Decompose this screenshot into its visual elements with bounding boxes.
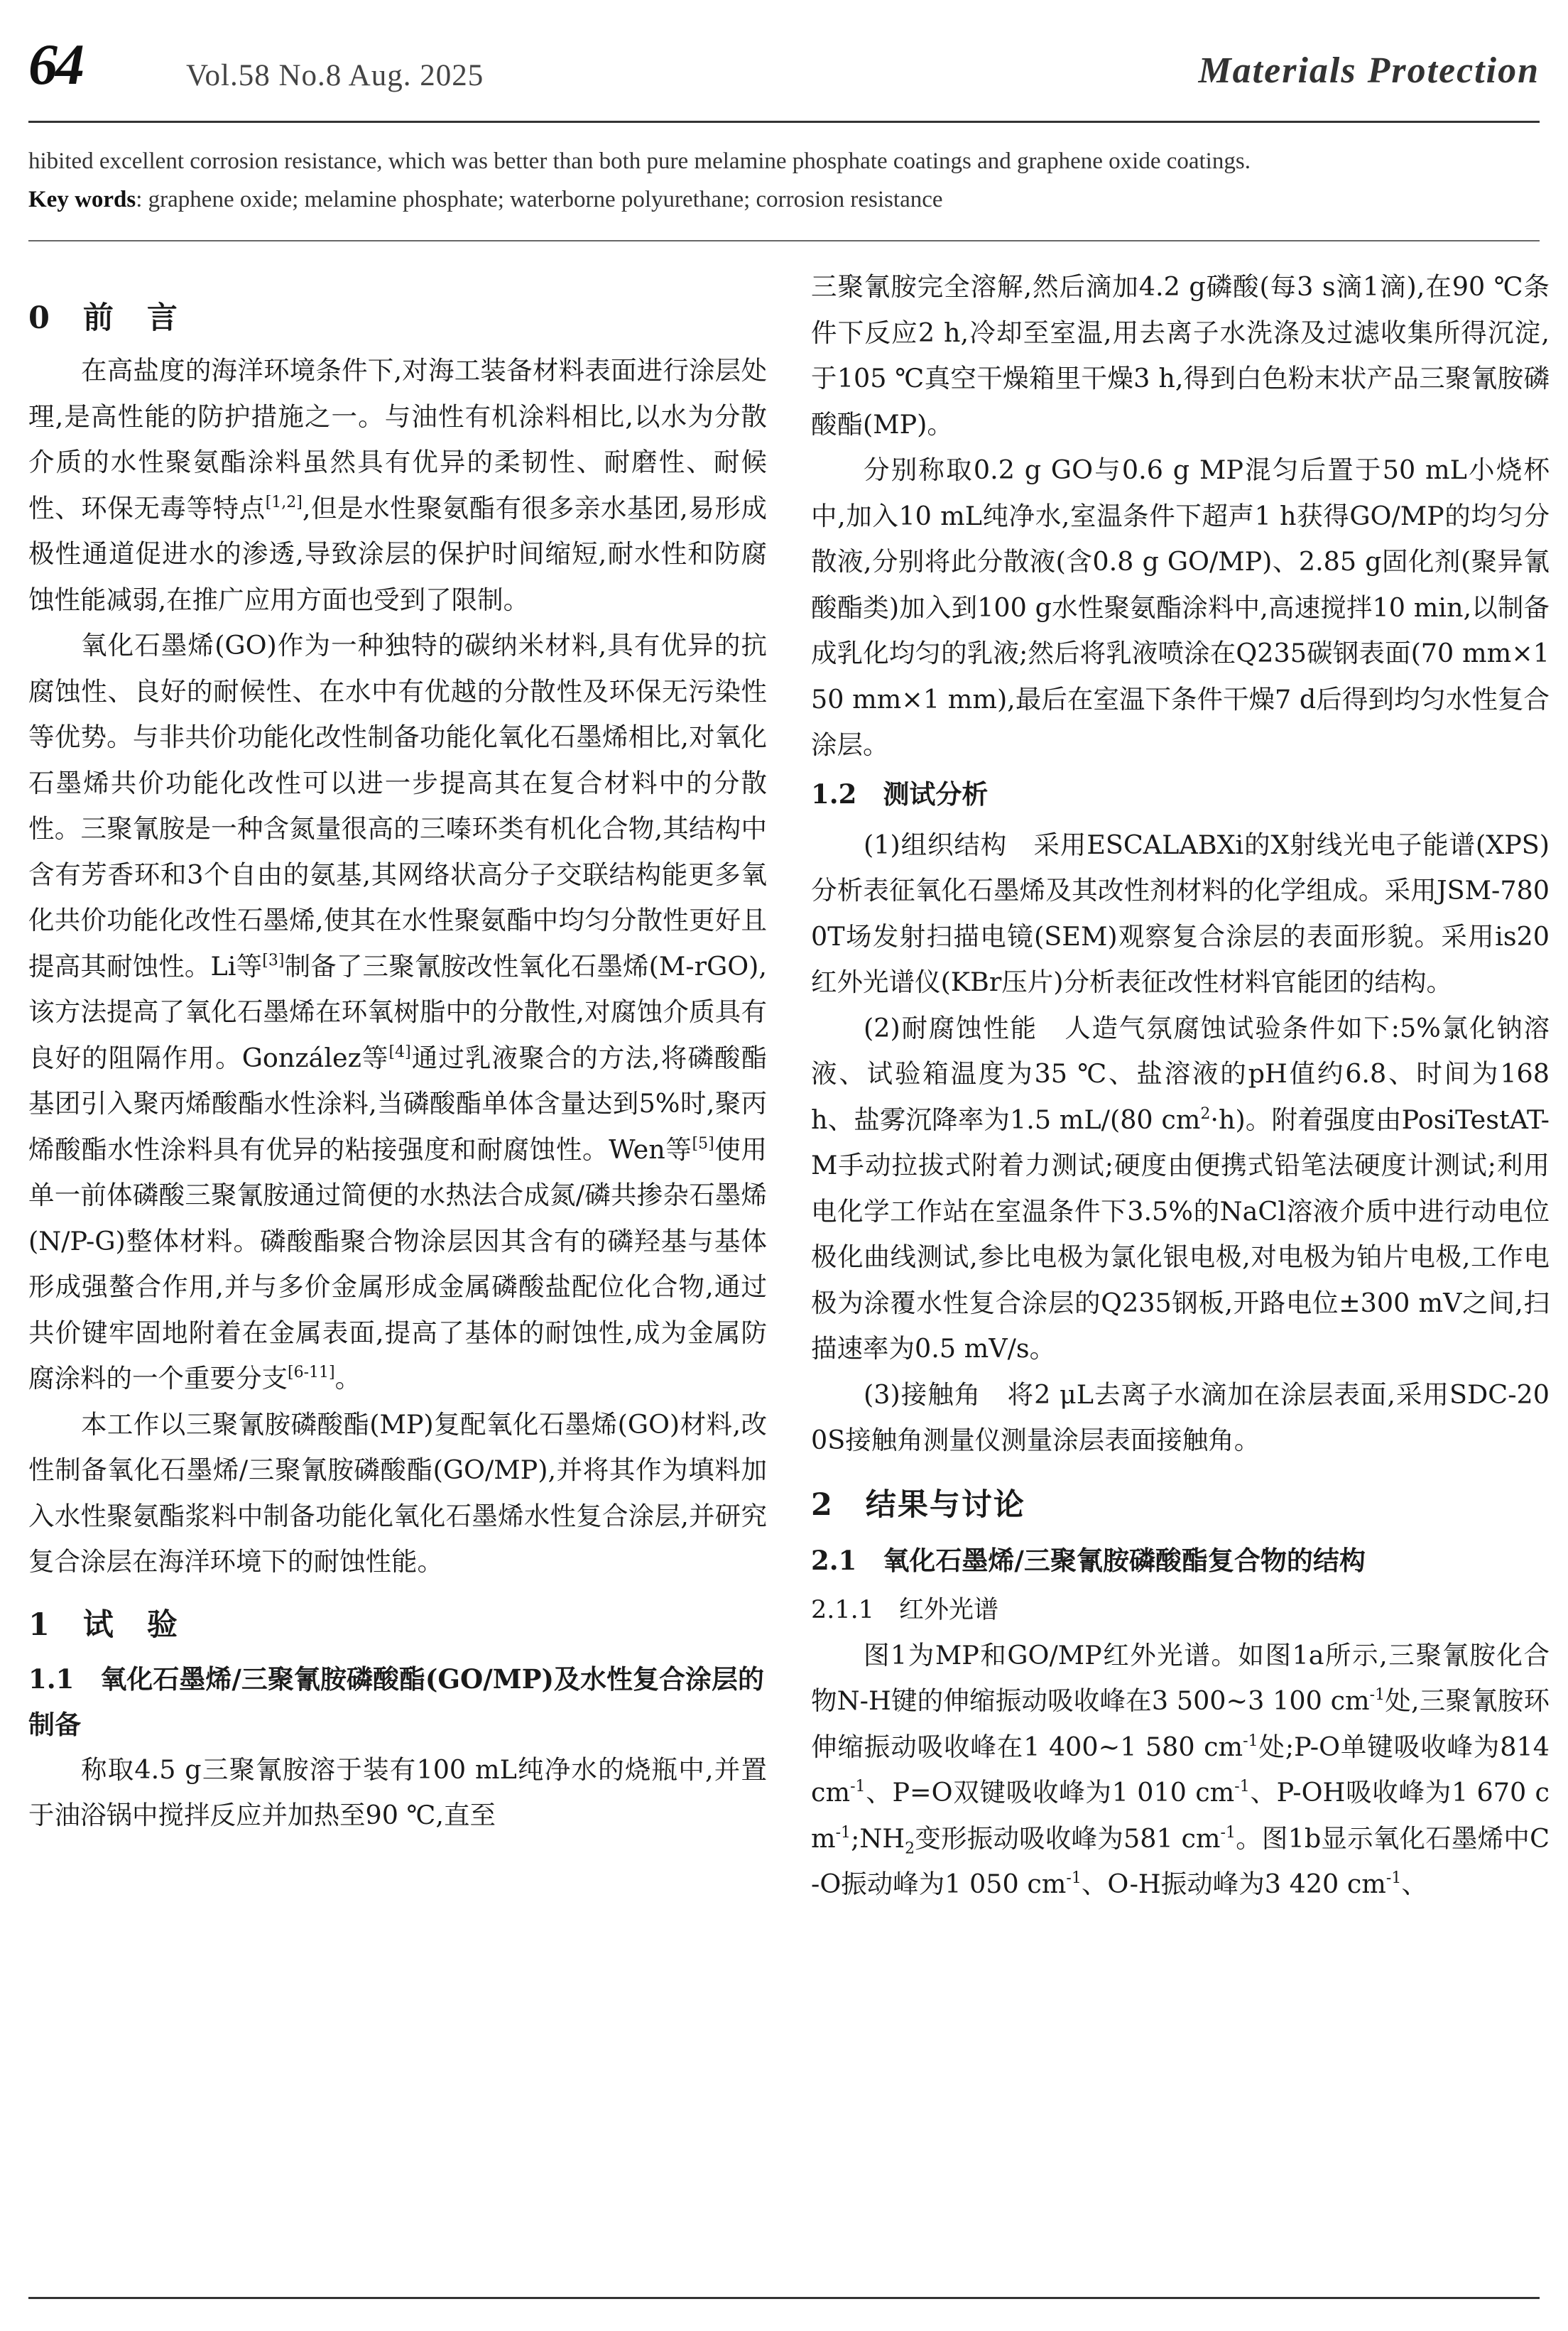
abstract-text: hibited excellent corrosion resistance, which was better than both pure melamine phosphate coatings and graphene oxide coatings.	[28, 148, 1251, 174]
section-2-title: 2 结果与讨论	[811, 1487, 1025, 1523]
paragraph-10-text: 、P-OH吸收峰为1 670 cm	[811, 1777, 1550, 1854]
section-0-title: 0 前 言	[28, 300, 179, 336]
superscript: -1	[835, 1823, 851, 1842]
superscript: -1	[1066, 1869, 1082, 1887]
keywords-line	[28, 180, 1541, 219]
paragraph-1-text: 在高盐度的海洋环境条件下,对海工装备材料表面进行涂层处理,是高性能的防护措施之一。与油性有机涂料相比,以水为分散介质的水性聚氨酯涂料虽然具有优异的柔韧性、耐磨性、耐候性、环保无毒等特点	[28, 355, 767, 523]
volume-info: Vol.58 No.8 Aug. 2025	[186, 59, 484, 92]
journal-name: Materials Protection	[1198, 50, 1540, 91]
paragraph-10-text: 、	[1401, 1869, 1427, 1899]
superscript: -1	[1385, 1869, 1402, 1887]
paragraph-3: 本工作以三聚氰胺磷酸酯(MP)复配氧化石墨烯(GO)材料,改性制备氧化石墨烯/三聚氰胺磷酸酯(GO/MP),并将其作为填料加入水性聚氨酯浆料中制备功能化氧化石墨烯水性复合涂层,并研究复合涂层在海洋环境下的耐蚀性能。	[28, 1408, 767, 1577]
paragraph-2-text-d: 使用单一前体磷酸三聚氰胺通过简便的水热法合成氮/磷共掺杂石墨烯(N/P-G)整体材料。磷酸酯聚合物涂层因其含有的磷羟基与基体形成强螯合作用,并与多价金属形成金属磷酸盐配位化合物,通过共价键牢固地附着在金属表面,提高了基体的耐蚀性,成为金属防腐涂料的一个重要分支	[28, 1134, 768, 1393]
footer-rule	[28, 2297, 1540, 2299]
paragraph-5: 三聚氰胺完全溶解,然后滴加4.2 g磷酸(每3 s滴1滴),在90 ℃条件下反应2 h,冷却至室温,用去离子水洗涤及过滤收集所得沉淀,于105 ℃真空干燥箱里干燥3 h,得到白色粉末状产品三聚氰胺磷酸酯(MP)。	[811, 271, 1550, 440]
superscript: -1	[1243, 1732, 1258, 1750]
paragraph-1-cont: ,但是水性聚氨酯有很多亲水基团,易形成极性通道促进水的渗透,导致涂层的保护时间缩短,耐水性和防腐蚀性能减弱,在推广应用方面也受到了限制。	[28, 492, 767, 615]
right-column	[811, 264, 1550, 1908]
citation: [5]	[692, 1134, 714, 1153]
keywords-text: : graphene oxide; melamine phosphate; waterborne polyurethane; corrosion resistance	[136, 187, 943, 212]
page-header	[28, 32, 1540, 101]
paragraph-10-text: 、O-H振动峰为3 420 cm	[1081, 1869, 1386, 1899]
subscript: 2	[905, 1839, 915, 1857]
citation: [3]	[262, 951, 285, 969]
paragraph-8-text-b: ·h)。附着强度由PosiTestAT-M手动拉拔式附着力测试;硬度由便携式铅笔法硬度计测试;利用电化学工作站在室温条件下3.5%的NaCl溶液介质中进行动电位极化曲线测试,参比电极为氯化银电极,对电极为铂片电极,工作电极为涂覆水性复合涂层的Q235钢板,开路电位±300 mV之间,扫描速率为0.5 mV/s。	[811, 1104, 1550, 1364]
citation: [1,2]	[265, 493, 303, 511]
paragraph-6: 分别称取0.2 g GO与0.6 g MP混匀后置于50 mL小烧杯中,加入10 mL纯净水,室温条件下超声1 h获得GO/MP的均匀分散液,分别将此分散液(含0.8 g GO/MP)、2.85 g固化剂(聚异氰酸酯类)加入到100 g水性聚氨酯涂料中,高速搅拌10 min,以制备成乳化均匀的乳液;然后将乳液喷涂在Q235碳钢表面(70 mm×150 mm×1 mm),最后在室温下条件干燥7 d后得到均匀水性复合涂层。	[811, 455, 1550, 760]
paragraph-10-text: 处,三聚氰胺环伸缩振动吸收峰在1 400~1 580 cm	[811, 1685, 1550, 1762]
superscript: -1	[850, 1778, 866, 1795]
paragraph-2	[28, 623, 767, 1402]
paragraph-2-text-e: 。	[334, 1363, 361, 1393]
paragraph-10-text: 变形振动吸收峰为581 cm	[915, 1822, 1221, 1854]
paragraph-10-text: 图1为MP和GO/MP红外光谱。如图1a所示,三聚氰胺化合物N-H键的伸缩振动吸收峰在3 500~3 100 cm	[811, 1639, 1550, 1716]
paragraph-10	[811, 1633, 1550, 1908]
citation: [6-11]	[288, 1364, 335, 1381]
superscript: -1	[1369, 1686, 1385, 1704]
citation: [4]	[388, 1043, 411, 1061]
paragraph-10-text: ;NH	[851, 1822, 905, 1854]
page-number: 64	[28, 32, 82, 97]
paragraph-10-text: 、P=O双键吸收峰为1 010 cm	[865, 1777, 1235, 1808]
section-1-title: 1 试 验	[28, 1607, 179, 1643]
abstract-tail	[28, 142, 1541, 219]
paragraph-8	[811, 1006, 1550, 1372]
superscript: 2	[1200, 1104, 1211, 1123]
section-2-1-title: 2.1 氧化石墨烯/三聚氰胺磷酸酯复合物的结构	[811, 1544, 1366, 1576]
paragraph-10-text: 处;P-O单键吸收峰为814 cm	[811, 1731, 1550, 1808]
left-column	[28, 270, 767, 1839]
paragraph-9: (3)接触角 将2 μL去离子水滴加在涂层表面,采用SDC-200S接触角测量仪测量涂层表面接触角。	[811, 1379, 1550, 1455]
paragraph-7: (1)组织结构 采用ESCALABXi的X射线光电子能谱(XPS)分析表征氧化石墨烯及其改性剂材料的化学组成。采用JSM-7800T场发射扫描电镜(SEM)观察复合涂层的表面形貌。采用is20红外光谱仪(KBr压片)分析表征改性材料官能团的结构。	[811, 829, 1550, 997]
superscript: -1	[1220, 1823, 1236, 1842]
section-1-1-title: 1.1 氧化石墨烯/三聚氰胺磷酸酯(GO/MP)及水性复合涂层的制备	[28, 1663, 765, 1740]
superscript: -1	[1234, 1778, 1250, 1795]
paragraph-2-text-c: 通过乳液聚合的方法,将磷酸酯基团引入聚丙烯酸酯水性涂料,当磷酸酯单体含量达到5%时,聚丙烯酸酯水性涂料具有优异的粘接强度和耐腐蚀性。Wen等	[28, 1042, 768, 1165]
section-2-1-1-title: 2.1.1 红外光谱	[811, 1595, 999, 1624]
paragraph-4: 称取4.5 g三聚氰胺溶于装有100 mL纯净水的烧瓶中,并置于油浴锅中搅拌反应并加热至90 ℃,直至	[28, 1754, 767, 1830]
paragraph-8-text-a: (2)耐腐蚀性能 人造气氛腐蚀试验条件如下:5%氯化钠溶液、试验箱温度为35 ℃、盐溶液的pH值约6.8、时间为168 h、盐雾沉降率为1.5 mL/(80 cm	[811, 1012, 1550, 1135]
header-rule	[28, 121, 1540, 123]
section-1-2-title: 1.2 测试分析	[811, 778, 989, 810]
abstract-rule	[28, 240, 1540, 241]
keywords-label: Key words	[28, 187, 136, 212]
paragraph-2-text-b: 制备了三聚氰胺改性氧化石墨烯(M-rGO),该方法提高了氧化石墨烯在环氧树脂中的分散性,对腐蚀介质具有良好的阻隔作用。González等	[28, 950, 767, 1073]
paragraph-10-text: 。图1b显示氧化石墨烯中C-O振动峰为1 050 cm	[811, 1822, 1550, 1899]
paragraph-2-text-a: 氧化石墨烯(GO)作为一种独特的碳纳米材料,具有优异的抗腐蚀性、良好的耐候性、在水中有优越的分散性及环保无污染性等优势。与非共价功能化改性制备功能化氧化石墨烯相比,对氧化石墨烯共价功能化改性可以进一步提高其在复合材料中的分散性。三聚氰胺是一种含氮量很高的三嗪环类有机化合物,其结构中含有芳香环和3个自由的氨基,其网络状高分子交联结构能更多氧化共价功能化改性石墨烯,使其在水性聚氨酯中均匀分散性更好且提高其耐蚀性。Li等	[28, 630, 767, 982]
paragraph-1	[28, 348, 767, 623]
